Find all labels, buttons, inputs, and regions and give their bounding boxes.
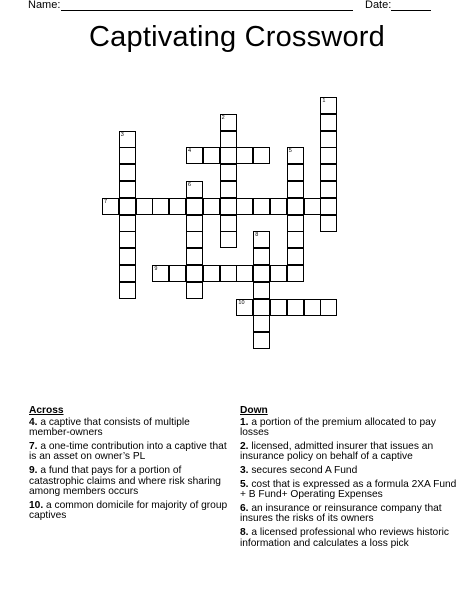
crossword-cell[interactable] [287,231,304,248]
clue-number: 7. [29,440,38,452]
across-clue [29,501,229,522]
clue-number: 5. [240,478,249,490]
crossword-cell[interactable] [119,198,136,215]
clue-text: an insurance or reinsurance company that insures the risks of its owners [240,502,442,525]
crossword-cell[interactable] [320,97,337,114]
crossword-cell[interactable] [136,198,153,215]
crossword-cell[interactable] [119,248,136,265]
clue-number: 9. [29,464,38,476]
crossword-cell[interactable] [220,265,237,282]
crossword-cell[interactable] [253,332,270,349]
crossword-cell[interactable] [320,215,337,232]
crossword-cell[interactable] [220,147,237,164]
across-clue [29,466,229,498]
crossword-cell[interactable] [270,198,287,215]
crossword-cell[interactable] [152,265,169,282]
crossword-cell[interactable] [253,315,270,332]
crossword-cell[interactable] [287,181,304,198]
crossword-cell[interactable] [287,248,304,265]
crossword-cell[interactable] [253,265,270,282]
crossword-cell[interactable] [253,147,270,164]
clue-text: cost that is expressed as a formula 2XA Fund + B Fund+ Operating Expenses [240,478,457,501]
crossword-cell[interactable] [320,131,337,148]
crossword-cell[interactable] [320,147,337,164]
crossword-cell[interactable] [320,198,337,215]
crossword-cell[interactable] [119,265,136,282]
crossword-cell[interactable] [186,147,203,164]
across-clue-list [29,418,229,522]
crossword-cell[interactable] [253,231,270,248]
crossword-cell[interactable] [119,147,136,164]
crossword-cell[interactable] [169,198,186,215]
cell-number: 7 [104,198,108,205]
crossword-cell[interactable] [152,198,169,215]
clue-number: 8. [240,526,249,538]
page-title: Captivating Crossword [89,21,385,53]
clue-text: a one-time contribution into a captive that is an asset on owner’s PL [29,440,227,463]
name-label: Name: [28,0,61,11]
crossword-cell[interactable] [186,231,203,248]
clue-text: a fund that pays for a portion of catastrophic claims and where risk sharing among members occurs [29,464,221,498]
clue-number: 2. [240,440,249,452]
crossword-cell[interactable] [186,198,203,215]
crossword-cell[interactable] [220,164,237,181]
down-clue [240,418,460,439]
crossword-cell[interactable] [220,181,237,198]
crossword-cell[interactable] [236,265,253,282]
crossword-cell[interactable] [304,198,321,215]
cell-number: 1 [322,98,326,104]
cell-number: 3 [120,131,124,138]
down-clue-list [240,418,460,550]
crossword-cell[interactable] [253,282,270,299]
down-clue [240,442,460,463]
crossword-cell[interactable] [169,265,186,282]
crossword-cell[interactable] [236,147,253,164]
clue-text: secures second A Fund [248,464,358,476]
crossword-cell[interactable] [203,265,220,282]
date-label: Date: [365,0,392,11]
clue-number: 3. [240,464,249,476]
crossword-cell[interactable] [119,231,136,248]
crossword-cell[interactable] [186,215,203,232]
crossword-cell[interactable] [253,248,270,265]
across-clues [29,406,229,525]
cell-number: 10 [238,299,245,306]
clue-number: 10. [29,499,44,511]
across-clue [29,442,229,463]
clue-text: a licensed professional who reviews historic information and calculates a loss pick [240,526,449,549]
across-heading: Across [29,405,64,416]
clue-number: 1. [240,416,249,428]
crossword-cell[interactable] [287,198,304,215]
crossword-cell[interactable] [186,265,203,282]
crossword-cell[interactable] [287,215,304,232]
crossword-cell[interactable] [102,198,119,215]
crossword-cell[interactable] [186,181,203,198]
down-clue [240,480,460,501]
clue-text: a captive that consists of multiple member-owners [29,416,190,439]
crossword-cell[interactable] [186,248,203,265]
clue-text: a common domicile for majority of group captives [29,499,228,522]
crossword-cell[interactable] [270,265,287,282]
crossword-cell[interactable] [119,282,136,299]
down-clue [240,466,460,477]
crossword-cell[interactable] [320,164,337,181]
crossword-cell[interactable] [287,147,304,164]
crossword-cell[interactable] [220,198,237,215]
cell-number: 4 [188,148,192,155]
crossword-cell[interactable] [236,198,253,215]
crossword-cell[interactable] [287,299,304,316]
crossword-cell[interactable] [270,299,287,316]
crossword-cell[interactable] [119,181,136,198]
crossword-cell[interactable] [220,231,237,248]
crossword-cell[interactable] [287,265,304,282]
down-clue [240,504,460,525]
down-clue [240,528,460,549]
crossword-cell[interactable] [320,299,337,316]
clue-number: 4. [29,416,38,428]
clue-text: a portion of the premium allocated to pay losses [240,416,436,439]
clue-text: licensed, admitted insurer that issues an insurance policy on behalf of a captive [240,440,434,463]
crossword-cell[interactable] [220,114,237,131]
cell-number: 8 [255,232,259,239]
crossword-cell[interactable] [220,131,237,148]
crossword-cell[interactable] [220,215,237,232]
crossword-cell[interactable] [119,215,136,232]
cell-number: 2 [221,114,225,121]
crossword-cell[interactable] [119,164,136,181]
across-clue [29,418,229,439]
crossword-cell[interactable] [203,198,220,215]
crossword-cell[interactable] [320,114,337,131]
clue-number: 6. [240,502,249,514]
crossword-cell[interactable] [186,282,203,299]
cell-number: 5 [288,148,292,155]
crossword-cell[interactable] [287,164,304,181]
crossword-cell[interactable] [236,299,253,316]
crossword-cell[interactable] [304,299,321,316]
cell-number: 6 [188,182,192,188]
down-heading: Down [240,405,268,416]
crossword-cell[interactable] [320,181,337,198]
crossword-cell[interactable] [203,147,220,164]
crossword-cell[interactable] [253,299,270,316]
crossword-cell[interactable] [253,198,270,215]
down-clues [240,406,460,552]
cell-number: 9 [154,266,158,272]
crossword-cell[interactable] [119,131,136,148]
